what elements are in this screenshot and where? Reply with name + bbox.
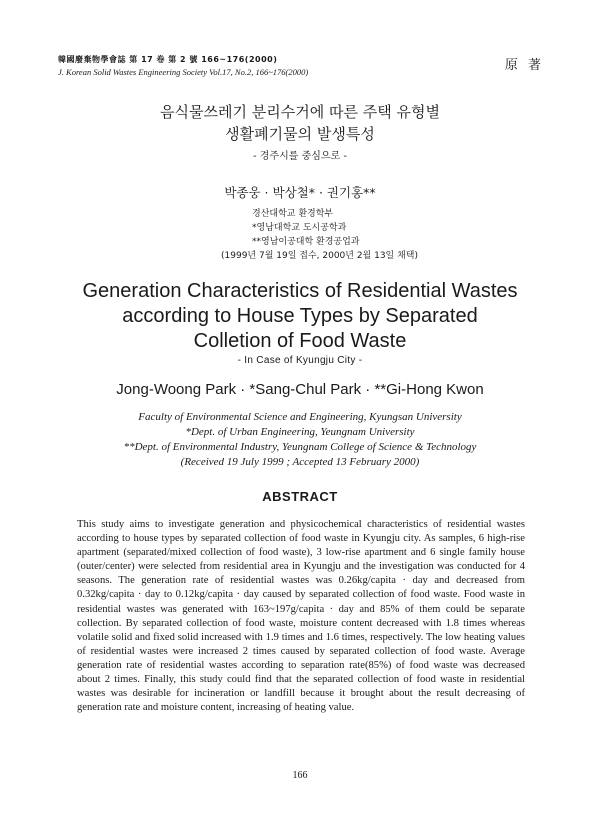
journal-header [58, 54, 308, 78]
english-dates: (Received 19 July 1999 ; Accepted 13 February 2000) [180, 456, 420, 468]
korean-title-line-2: 생활폐기물의 발생특성 [225, 125, 375, 143]
abstract-heading: ABSTRACT [262, 489, 338, 504]
korean-title [0, 101, 600, 145]
korean-dates: (1999년 7월 19일 접수, 2000년 2월 13일 채택) [221, 251, 419, 261]
english-affiliation-3: **Dept. of Environmental Industry, Yeungnam College of Science & Technology [123, 441, 477, 453]
english-title [0, 279, 600, 354]
korean-subtitle: - 경주시를 중심으로 - [252, 151, 348, 162]
journal-korean-line: 韓國廢棄物學會誌 第 17 卷 第 2 號 166~176(2000) [58, 55, 278, 64]
korean-authors: 박종웅 · 박상철* · 권기홍** [224, 185, 376, 200]
korean-title-line-1: 음식물쓰레기 분리수거에 따른 주택 유형별 [160, 103, 440, 121]
english-title-line-2: according to House Types by Separated [122, 305, 478, 327]
article-type-label: 原 著 [504, 58, 544, 73]
english-affiliations [0, 410, 600, 470]
english-affiliation-2: *Dept. of Urban Engineering, Yeungnam University [185, 426, 415, 438]
korean-affiliation-3: **영남이공대학 환경공업과 [252, 237, 360, 247]
page-number: 166 [292, 770, 308, 781]
abstract-body [77, 518, 525, 715]
english-affiliation-1: Faculty of Environmental Science and Engineering, Kyungsan University [138, 411, 462, 423]
abstract-paragraph: This study aims to investigate generation and physicochemical characteristics of residential wastes according to house types by separated collection of food waste in Kyungju city. As samples, 6 high-rise apartment (separated/mixed collection of food waste), 3 low-rise apartment and 6 single family house (outer/center) were selected from residential area in Kyungju and the investigation was conducted for 4 seasons. The generation rate of residential wastes was 0.26kg/capita · day and decreased from 0.32kg/capita · day to 0.12kg/capita · day caused by separated collection of food waste. Food waste in residential wastes was generated with 163~197g/capita · day and 85% of them could be separate collection. By separated collection of food waste, moisture content decreased with 1.8 times whereas volatile solid and fixed solid increased with 1.9 times and 1.6 times, respectively. The low heating values of residential wastes were increased 2 times caused by separated collection of food waste. Average generation rate of residential wastes according to separation rate(85%) of food waste was decreased about 2 times. Finally, this study could find that the separated collection of food waste in residential wastes was desirable for incineration or landfill because it brought about the result decreasing of generation rate and moisture content, increasing of heating value. [77, 519, 525, 714]
korean-affiliations [221, 207, 419, 263]
korean-affiliation-2: *영남대학교 도시공학과 [252, 223, 347, 233]
english-title-line-1: Generation Characteristics of Residential Wastes [82, 280, 518, 302]
korean-affiliation-1: 경산대학교 환경학부 [252, 209, 334, 219]
journal-english-line: J. Korean Solid Wastes Engineering Society Vol.17, No.2, 166~176(2000) [58, 67, 309, 77]
english-title-line-3: Colletion of Food Waste [193, 330, 407, 352]
english-authors: Jong-Woong Park · *Sang-Chul Park · **Gi-Hong Kwon [116, 381, 484, 398]
english-subtitle: - In Case of Kyungju City - [237, 355, 363, 366]
